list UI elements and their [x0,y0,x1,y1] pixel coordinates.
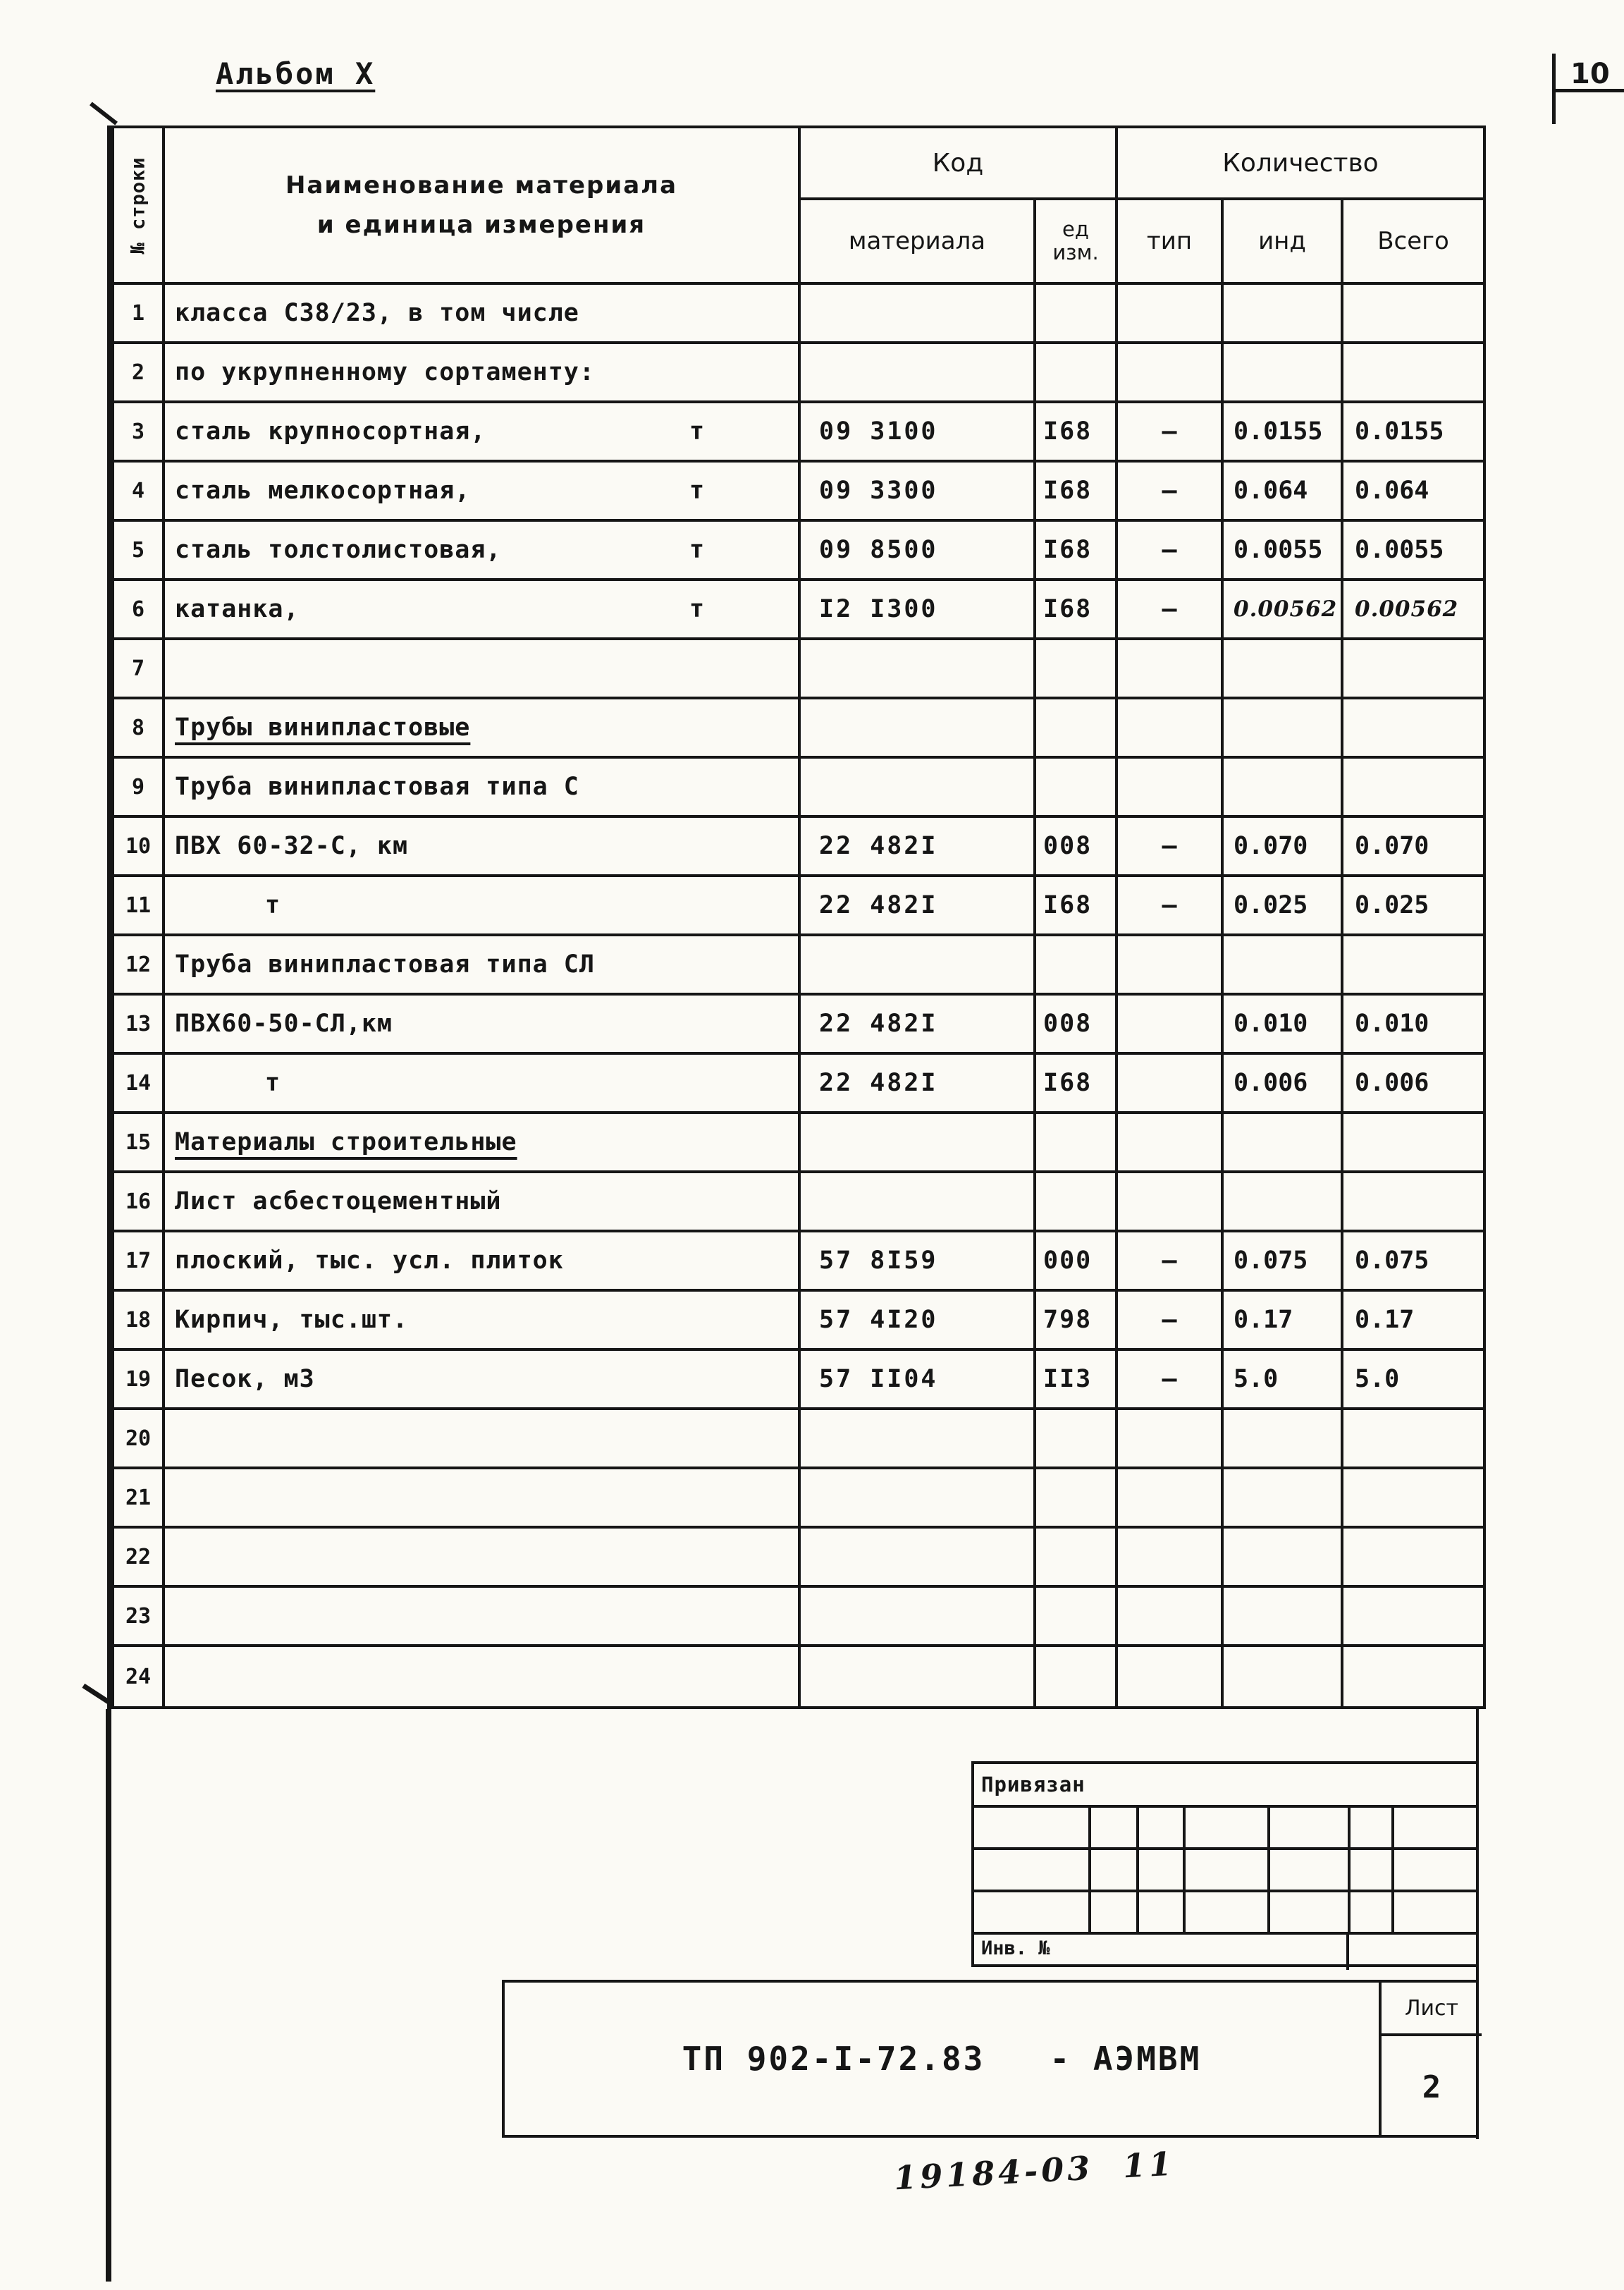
material-name: плоский, тыс. усл. плиток [175,1247,564,1275]
table-row [114,1173,1483,1232]
stamp-divider [1088,1805,1091,1932]
table-row [114,403,1483,463]
header-unit-line2: изм. [1052,240,1099,264]
table-row [114,699,1483,759]
material-name: сталь толстолистовая, [175,536,502,564]
row-number: 14 [114,1055,165,1114]
qty-ind [1224,1529,1343,1588]
unit-code [1036,759,1118,818]
material-code: 22 482I [801,818,1036,877]
stamp-divider [1348,1805,1351,1932]
materials-table [107,125,1486,1709]
material-code [801,1529,1036,1588]
qty-ind: 0.00562 [1224,581,1343,640]
qty-ind: 5.0 [1224,1351,1343,1410]
material-name: Материалы строительные [175,1128,517,1156]
table-row [114,1114,1483,1173]
table-header [114,128,1483,285]
stamp-line [974,1805,1476,1808]
frame-line-left [106,1709,111,2282]
unit-code: I68 [1036,877,1118,936]
table-row [114,996,1483,1055]
table-row [114,463,1483,522]
qty-type [1118,1529,1224,1588]
stamp-title: Привязан [981,1772,1085,1796]
material-code: 57 8I59 [801,1232,1036,1292]
unit-code [1036,1173,1118,1232]
stamp-line [974,1890,1476,1892]
material-name: Труба винипластовая типа СЛ [175,950,595,979]
qty-type: — [1118,1351,1224,1410]
material-name-cell [165,285,801,344]
unit-code: 000 [1036,1232,1118,1292]
table-row [114,344,1483,403]
qty-type [1118,1588,1224,1647]
material-code [801,936,1036,996]
qty-ind: 0.0055 [1224,522,1343,581]
qty-total [1343,759,1483,818]
qty-ind [1224,1588,1343,1647]
material-code [801,759,1036,818]
unit-code [1036,699,1118,759]
qty-total [1343,1410,1483,1469]
qty-ind: 0.0155 [1224,403,1343,463]
material-code [801,1410,1036,1469]
qty-total: 0.0155 [1343,403,1483,463]
qty-total [1343,1588,1483,1647]
unit-code [1036,344,1118,403]
unit-code [1036,1529,1118,1588]
table-body [114,285,1483,1706]
material-code: 22 482I [801,877,1036,936]
qty-total: 0.010 [1343,996,1483,1055]
unit-code: 008 [1036,996,1118,1055]
material-name: Песок, м3 [175,1365,315,1393]
qty-type [1118,759,1224,818]
qty-type [1118,1173,1224,1232]
material-code: 09 3100 [801,403,1036,463]
row-number: 17 [114,1232,165,1292]
unit-code: I68 [1036,522,1118,581]
table-row [114,522,1483,581]
qty-type [1118,1410,1224,1469]
qty-total [1343,699,1483,759]
qty-ind [1224,1114,1343,1173]
header-material-name-line2: и единица измерения [316,211,646,239]
material-name: катанка, [175,595,300,623]
material-name-cell [165,1529,801,1588]
header-code-group: Код [801,128,1118,200]
qty-type: — [1118,463,1224,522]
material-unit: т [689,477,705,505]
unit-code [1036,1588,1118,1647]
qty-total: 0.064 [1343,463,1483,522]
header-unit-code [1036,200,1118,285]
material-unit: т [689,417,705,446]
qty-type [1118,996,1224,1055]
material-name: Труба винипластовая типа С [175,773,579,801]
sheet-number: 2 [1422,2069,1441,2105]
table-row [114,640,1483,699]
material-code: 57 II04 [801,1351,1036,1410]
stamp-divider [1136,1805,1139,1932]
table-row [114,1232,1483,1292]
corner-tick-top [90,102,118,125]
qty-ind [1224,1173,1343,1232]
row-number: 9 [114,759,165,818]
qty-ind: 0.070 [1224,818,1343,877]
header-unit-line1: ед [1062,216,1089,241]
material-name-cell [165,1469,801,1529]
qty-type [1118,1647,1224,1706]
material-code [801,1173,1036,1232]
material-name: т [265,891,281,919]
qty-ind: 0.025 [1224,877,1343,936]
qty-type [1118,936,1224,996]
unit-code: I68 [1036,1055,1118,1114]
row-number: 13 [114,996,165,1055]
inventory-number-label: Инв. № [981,1937,1050,1959]
material-name-cell [165,877,801,936]
material-code [801,1469,1036,1529]
header-qty-total: Всего [1343,200,1483,285]
page-number: 10 [1570,58,1610,90]
row-number: 7 [114,640,165,699]
qty-type [1118,1055,1224,1114]
unit-code [1036,936,1118,996]
material-name-cell [165,996,801,1055]
qty-type [1118,344,1224,403]
qty-total: 0.006 [1343,1055,1483,1114]
unit-code [1036,1410,1118,1469]
table-row [114,1469,1483,1529]
unit-code: II3 [1036,1351,1118,1410]
handwritten-note: 19184-03 11 [892,2144,1176,2198]
qty-ind [1224,285,1343,344]
header-code-material: материала [801,200,1036,285]
album-title: Альбом X [216,56,376,91]
qty-ind: 0.006 [1224,1055,1343,1114]
qty-type: — [1118,1292,1224,1351]
stamp-divider-bottom [1346,1932,1349,1970]
qty-type: — [1118,581,1224,640]
material-name: по укрупненному сортаменту: [175,358,595,386]
table-row [114,1529,1483,1588]
material-code: 09 3300 [801,463,1036,522]
material-name-cell [165,1114,801,1173]
unit-code [1036,1114,1118,1173]
qty-type [1118,1114,1224,1173]
stamp-line [974,1932,1476,1935]
row-number: 2 [114,344,165,403]
row-number: 4 [114,463,165,522]
qty-ind: 0.075 [1224,1232,1343,1292]
material-name: т [265,1069,281,1097]
row-number: 24 [114,1647,165,1706]
row-number: 22 [114,1529,165,1588]
qty-ind: 0.064 [1224,463,1343,522]
row-number: 15 [114,1114,165,1173]
unit-code: 008 [1036,818,1118,877]
qty-ind [1224,1410,1343,1469]
qty-ind [1224,1469,1343,1529]
material-name: Трубы винипластовые [175,714,471,742]
table-row [114,1410,1483,1469]
material-name: ПВХ 60-32-С, км [175,832,409,860]
material-code: I2 I300 [801,581,1036,640]
qty-type [1118,1469,1224,1529]
qty-type [1118,640,1224,699]
qty-type [1118,285,1224,344]
material-unit: т [689,595,705,623]
qty-total: 0.070 [1343,818,1483,877]
table-row [114,1647,1483,1706]
table-row [114,877,1483,936]
row-number: 6 [114,581,165,640]
material-code [801,1647,1036,1706]
qty-ind [1224,640,1343,699]
unit-code: 798 [1036,1292,1118,1351]
row-number: 21 [114,1469,165,1529]
document-code: ТП 902-I-72.83 - АЭМВМ [682,2040,1202,2078]
qty-total [1343,1114,1483,1173]
material-name: Лист асбестоцементный [175,1187,502,1216]
qty-total: 0.17 [1343,1292,1483,1351]
material-name: Кирпич, тыс.шт. [175,1306,409,1334]
material-name-cell [165,522,801,581]
table-row [114,936,1483,996]
qty-total [1343,285,1483,344]
qty-total [1343,936,1483,996]
row-number: 1 [114,285,165,344]
header-quantity-group: Количество [1118,128,1483,200]
material-name-cell [165,1351,801,1410]
row-number: 19 [114,1351,165,1410]
qty-total [1343,640,1483,699]
material-name-cell [165,640,801,699]
table-row [114,818,1483,877]
qty-type: — [1118,403,1224,463]
table-row [114,759,1483,818]
material-name-cell [165,403,801,463]
qty-total: 0.0055 [1343,522,1483,581]
material-unit: т [689,536,705,564]
material-name-cell [165,344,801,403]
stamp-line [974,1847,1476,1850]
material-code: 57 4I20 [801,1292,1036,1351]
material-name-cell [165,1173,801,1232]
material-code: 22 482I [801,1055,1036,1114]
qty-total: 0.025 [1343,877,1483,936]
row-number-vertical-label: № строки [127,156,149,255]
row-number: 11 [114,877,165,936]
unit-code: I68 [1036,581,1118,640]
material-name-cell [165,1292,801,1351]
row-number: 16 [114,1173,165,1232]
qty-ind [1224,759,1343,818]
material-code [801,1114,1036,1173]
stamp-divider [1183,1805,1186,1932]
row-number: 12 [114,936,165,996]
material-code [801,699,1036,759]
row-number: 23 [114,1588,165,1647]
material-name-cell [165,1410,801,1469]
header-row-number-col [114,128,165,285]
material-name-cell [165,1588,801,1647]
material-name: класса С38/23, в том числе [175,299,579,327]
table-row [114,581,1483,640]
material-name-cell [165,699,801,759]
material-name-cell [165,936,801,996]
qty-type: — [1118,818,1224,877]
material-name-cell [165,1232,801,1292]
material-name: сталь мелкосортная, [175,477,471,505]
table-row [114,1588,1483,1647]
material-code [801,285,1036,344]
title-block [502,1980,1479,2138]
unit-code [1036,1469,1118,1529]
row-number: 8 [114,699,165,759]
unit-code: I68 [1036,463,1118,522]
qty-ind [1224,1647,1343,1706]
material-name-cell [165,1647,801,1706]
qty-total: 0.00562 [1343,581,1483,640]
qty-total [1343,1469,1483,1529]
qty-type [1118,699,1224,759]
header-material-name [165,128,801,285]
header-qty-type: тип [1118,200,1224,285]
material-code: 09 8500 [801,522,1036,581]
material-name: сталь крупносортная, [175,417,486,446]
qty-total [1343,1647,1483,1706]
qty-total [1343,344,1483,403]
material-code [801,1588,1036,1647]
unit-code [1036,285,1118,344]
unit-code [1036,1647,1118,1706]
table-row [114,1292,1483,1351]
material-name-cell [165,1055,801,1114]
header-qty-ind: инд [1224,200,1343,285]
stamp-divider [1391,1805,1394,1932]
row-number: 10 [114,818,165,877]
qty-type: — [1118,1232,1224,1292]
table-row [114,1055,1483,1114]
unit-code: I68 [1036,403,1118,463]
qty-ind [1224,344,1343,403]
material-name-cell [165,581,801,640]
qty-total [1343,1173,1483,1232]
stamp-block [971,1761,1479,1967]
row-number: 18 [114,1292,165,1351]
table-row [114,285,1483,344]
row-number: 20 [114,1410,165,1469]
header-material-name-line1: Наименование материала [285,171,678,200]
material-name: ПВХ60-50-СЛ,км [175,1010,393,1038]
qty-ind: 0.010 [1224,996,1343,1055]
material-name-cell [165,818,801,877]
row-number: 5 [114,522,165,581]
qty-ind: 0.17 [1224,1292,1343,1351]
material-name-cell [165,759,801,818]
qty-total [1343,1529,1483,1588]
material-code [801,344,1036,403]
qty-ind [1224,936,1343,996]
material-name-cell [165,463,801,522]
row-number: 3 [114,403,165,463]
qty-ind [1224,699,1343,759]
table-row [114,1351,1483,1410]
sheet-label: Лист [1404,1995,1459,2021]
qty-type: — [1118,877,1224,936]
stamp-divider [1267,1805,1270,1932]
unit-code [1036,640,1118,699]
qty-total: 0.075 [1343,1232,1483,1292]
material-code [801,640,1036,699]
qty-total: 5.0 [1343,1351,1483,1410]
qty-type: — [1118,522,1224,581]
material-code: 22 482I [801,996,1036,1055]
